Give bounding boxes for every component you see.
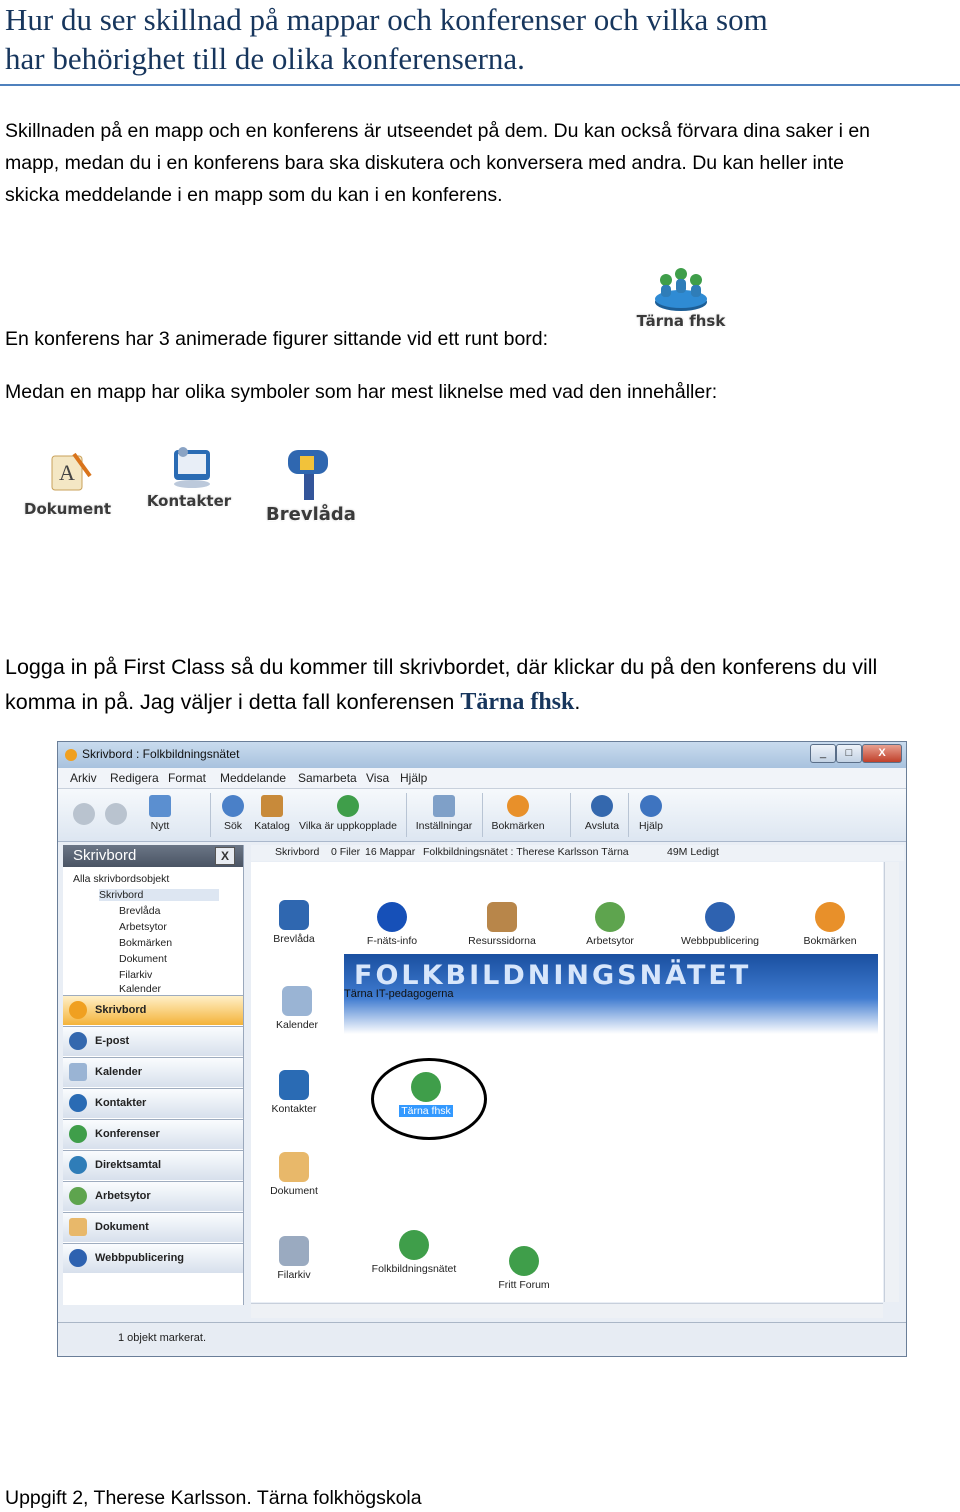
new-document-icon [149,795,171,817]
desktop-icon-fnats-info[interactable] [347,902,437,947]
folder-example-dokument [24,446,114,526]
toolbar-new-label: Nytt [150,820,170,832]
back-button[interactable] [70,789,98,841]
contacts-icon [146,440,236,490]
conference-paragraph: En konferens har 3 animerade figurer sittande vid ett runt bord: [5,328,549,350]
nav-calendar[interactable] [63,1057,243,1087]
title-rule [0,84,960,86]
sidebar [63,845,244,1305]
desktop-icon-dokument[interactable] [249,1152,339,1197]
toolbar-quit-label: Avsluta [584,820,620,832]
horizontal-scrollbar[interactable] [251,1303,883,1318]
toolbar-search[interactable] [218,789,248,841]
conference-icon [69,1125,87,1143]
nav-documents[interactable] [63,1212,243,1242]
path-owner: Folkbildningsnätet : Therese Karlsson Tärna [423,846,629,858]
desktop-icon [69,1001,87,1019]
svg-text:A: A [59,460,75,485]
document-icon [24,446,114,496]
nav-webpublishing-label: Webbpublicering [95,1252,185,1264]
login-line-2-end: . [574,690,581,714]
login-highlight: Tärna fhsk [460,689,575,715]
nav-email-label: E-post [95,1035,130,1047]
desktop-icon-folkbildningsnatet-label: Folkbildningsnätet [371,1263,457,1275]
desktop-area [251,862,883,1302]
desktop-icon-filarkiv-label: Filarkiv [277,1269,311,1281]
nav-contacts[interactable] [63,1088,243,1118]
toolbar-separator [570,793,571,837]
forward-arrow-icon [105,803,127,825]
nav-workspaces-label: Arbetsytor [95,1190,151,1202]
contacts-icon [69,1094,87,1112]
desktop-icon-arbetsytor-label: Arbetsytor [586,935,634,947]
page-title-line-1: Hur du ser skillnad på mappar och konferenser och vilka som [5,2,768,37]
intro-line-1: Skillnaden på en mapp och en konferens är utseendet på dem. Du kan också förvara dina saker i en [5,120,871,142]
folder-tree [63,869,243,995]
toolbar-separator [210,793,211,837]
toolbar-catalog-label: Katalog [254,820,290,832]
nav-skrivbord[interactable] [63,995,243,1025]
status-bar [58,1322,906,1353]
toolbar-separator [406,793,407,837]
contacts-icon [279,1070,309,1100]
help-icon [640,795,662,817]
document-icon [69,1218,87,1236]
page-footer: Uppgift 2, Therese Karlsson. Tärna folkhögskola [5,1487,422,1509]
menu-visa[interactable]: Visa [366,771,390,785]
tree-item-brevlada[interactable]: Brevlåda [119,905,161,917]
folder-example-brevlada-label: Brevlåda [266,504,356,525]
login-line-2 [5,685,955,720]
nav-documents-label: Dokument [95,1221,149,1233]
conference-example-label: Tärna fhsk [636,312,726,330]
tree-item-all[interactable]: Alla skrivbordsobjekt [73,873,170,885]
path-location: Skrivbord [275,846,320,858]
desktop-icon-kalender-label: Kalender [275,1019,319,1031]
desktop-icon-arbetsytor[interactable] [565,902,655,947]
path-bar [251,845,904,861]
nav-workspaces[interactable] [63,1181,243,1211]
desktop-icon-kontakter[interactable] [249,1070,339,1115]
toolbar-catalog[interactable] [252,789,292,841]
intro-paragraph [5,115,955,211]
page-title-line-2: har behörighet till de olika konferenserna. [5,41,525,76]
toolbar-separator [482,793,483,837]
folder-example-kontakter [146,440,236,520]
quit-icon [591,795,613,817]
desktop-icon-kontakter-label: Kontakter [271,1103,317,1115]
desktop-icon-webbpublicering-label: Webbpublicering [680,935,760,947]
firstclass-window [57,741,907,1357]
toolbar-quit[interactable] [580,789,624,841]
close-button[interactable]: X [862,744,902,763]
nav-webpublishing[interactable] [63,1243,243,1273]
tree-item-filarkiv[interactable]: Filarkiv [119,969,153,981]
window-titlebar[interactable] [58,742,906,768]
nav-chat[interactable] [63,1150,243,1180]
toolbar-separator [628,793,629,837]
desktop-icon-brevlada-label: Brevlåda [273,933,315,945]
login-paragraph [5,650,955,720]
login-line-1: Logga in på First Class så du kommer till skrivbordet, där klickar du på den konferens du vill [5,655,878,679]
conference-icon [509,1246,539,1276]
nav-chat-label: Direktsamtal [95,1159,162,1171]
desktop-icon-dokument-label: Dokument [270,1185,318,1197]
forward-button[interactable] [102,789,130,841]
folder-example-dokument-label: Dokument [24,500,112,518]
status-text: 1 objekt markerat. [118,1332,207,1344]
conference-icon [636,258,726,318]
desktop-icon-folkbildningsnatet[interactable] [369,1230,459,1275]
toolbar-who-online-label: Vilka är uppkopplade [299,820,397,832]
tree-item-arbetsytor[interactable]: Arbetsytor [119,921,167,933]
tree-item-kalender[interactable]: Kalender [119,983,162,995]
resources-icon [487,902,517,932]
nav-conferences[interactable] [63,1119,243,1149]
workspaces-icon [595,902,625,932]
folder-example-kontakter-label: Kontakter [146,492,232,510]
desktop-icon-tarna-fhsk[interactable] [381,1072,471,1117]
nav-conferences-label: Konferenser [95,1128,160,1140]
intro-line-3: skicka meddelande i en mapp som du kan i en konferens. [5,184,503,206]
calendar-icon [282,986,312,1016]
toolbar-search-label: Sök [223,820,243,832]
mail-icon [69,1032,87,1050]
nav-email[interactable] [63,1026,243,1056]
sidebar-close-button[interactable]: X [215,847,235,865]
nav-skrivbord-label: Skrivbord [95,1004,147,1016]
mailbox-icon [279,900,309,930]
folder-paragraph: Medan en mapp har olika symboler som har mest liknelse med vad den innehåller: [5,381,718,403]
desktop-icon-bokmarken-label: Bokmärken [803,935,857,947]
search-icon [222,795,244,817]
desktop-icon-fritt-forum-label: Fritt Forum [498,1279,550,1291]
catalog-icon [261,795,283,817]
conference-icon [411,1072,441,1102]
folder-example-brevlada [266,446,356,526]
nav-contacts-label: Kontakter [95,1097,147,1109]
minimize-button[interactable]: _ [810,744,836,763]
login-line-2-text: komma in på. Jag väljer i detta fall konferensen [5,690,461,714]
window-title: Skrivbord : Folkbildningsnätet [82,747,240,761]
menu-hjalp[interactable]: Hjälp [400,771,428,785]
toolbar [58,789,906,842]
workspaces-icon [69,1187,87,1205]
menu-bar [58,768,906,789]
desktop-icon-resurssidorna[interactable] [457,902,547,947]
toolbar-bookmarks[interactable] [488,789,548,841]
desktop-icon-webbpublicering[interactable] [675,902,765,947]
calendar-icon [69,1063,87,1081]
menu-format[interactable]: Format [168,771,207,785]
app-icon [64,748,78,762]
desktop-icon-kalender[interactable] [252,986,342,1031]
globe-icon [69,1249,87,1267]
desktop-icon-fnats-info-label: F-näts-info [366,935,418,947]
info-icon [377,902,407,932]
desktop-icon-tarna-fhsk-label: Tärna fhsk [401,1105,451,1117]
sidebar-header [63,845,243,867]
bookmarks-globe-icon [815,902,845,932]
desktop-icon-resurssidorna-label: Resurssidorna [468,935,536,947]
menu-samarbeta[interactable]: Samarbeta [298,771,357,785]
desktop-icon-fritt-forum[interactable] [479,1246,569,1291]
toolbar-who-online[interactable] [296,789,400,841]
banner-subtitle: Tärna IT-pedagogerna [344,988,454,1000]
tree-item-bokmarken[interactable]: Bokmärken [119,937,173,949]
maximize-button[interactable]: □ [836,744,862,763]
vertical-scrollbar[interactable] [884,862,899,1302]
toolbar-help[interactable] [634,789,668,841]
desktop-icon-bokmarken[interactable] [785,902,875,947]
back-arrow-icon [73,803,95,825]
menu-redigera[interactable]: Redigera [110,771,159,785]
toolbar-bookmarks-label: Bokmärken [491,820,545,832]
settings-icon [433,795,455,817]
banner-title: FOLKBILDNINGSNÄTET [354,960,752,991]
page-title [5,0,955,78]
sidebar-title: Skrivbord [73,847,137,864]
mailbox-icon [266,446,356,502]
bookmarks-globe-icon [507,795,529,817]
toolbar-new[interactable] [140,789,180,841]
desktop-icon-brevlada[interactable] [249,900,339,945]
toolbar-settings[interactable] [412,789,476,841]
intro-line-2: mapp, medan du i en konferens bara ska diskutera och konversera med andra. Du kan heller inte [5,152,844,174]
globe-icon [705,902,735,932]
path-free-space: 49M Ledigt [667,846,719,858]
toolbar-help-label: Hjälp [639,820,663,832]
users-online-icon [337,795,359,817]
folkbildningsnatet-banner [344,954,878,1034]
toolbar-settings-label: Inställningar [415,820,473,832]
path-folders: 16 Mappar [365,846,416,858]
tree-item-skrivbord[interactable]: Skrivbord [99,889,219,901]
conference-icon [399,1230,429,1260]
menu-arkiv[interactable]: Arkiv [70,771,97,785]
chat-icon [69,1156,87,1174]
menu-meddelande[interactable]: Meddelande [220,771,287,785]
path-files: 0 Filer [331,846,361,858]
tree-item-dokument[interactable]: Dokument [119,953,167,965]
nav-calendar-label: Kalender [95,1066,143,1078]
file-archive-icon [279,1236,309,1266]
document-icon [279,1152,309,1182]
desktop-icon-filarkiv[interactable] [249,1236,339,1281]
